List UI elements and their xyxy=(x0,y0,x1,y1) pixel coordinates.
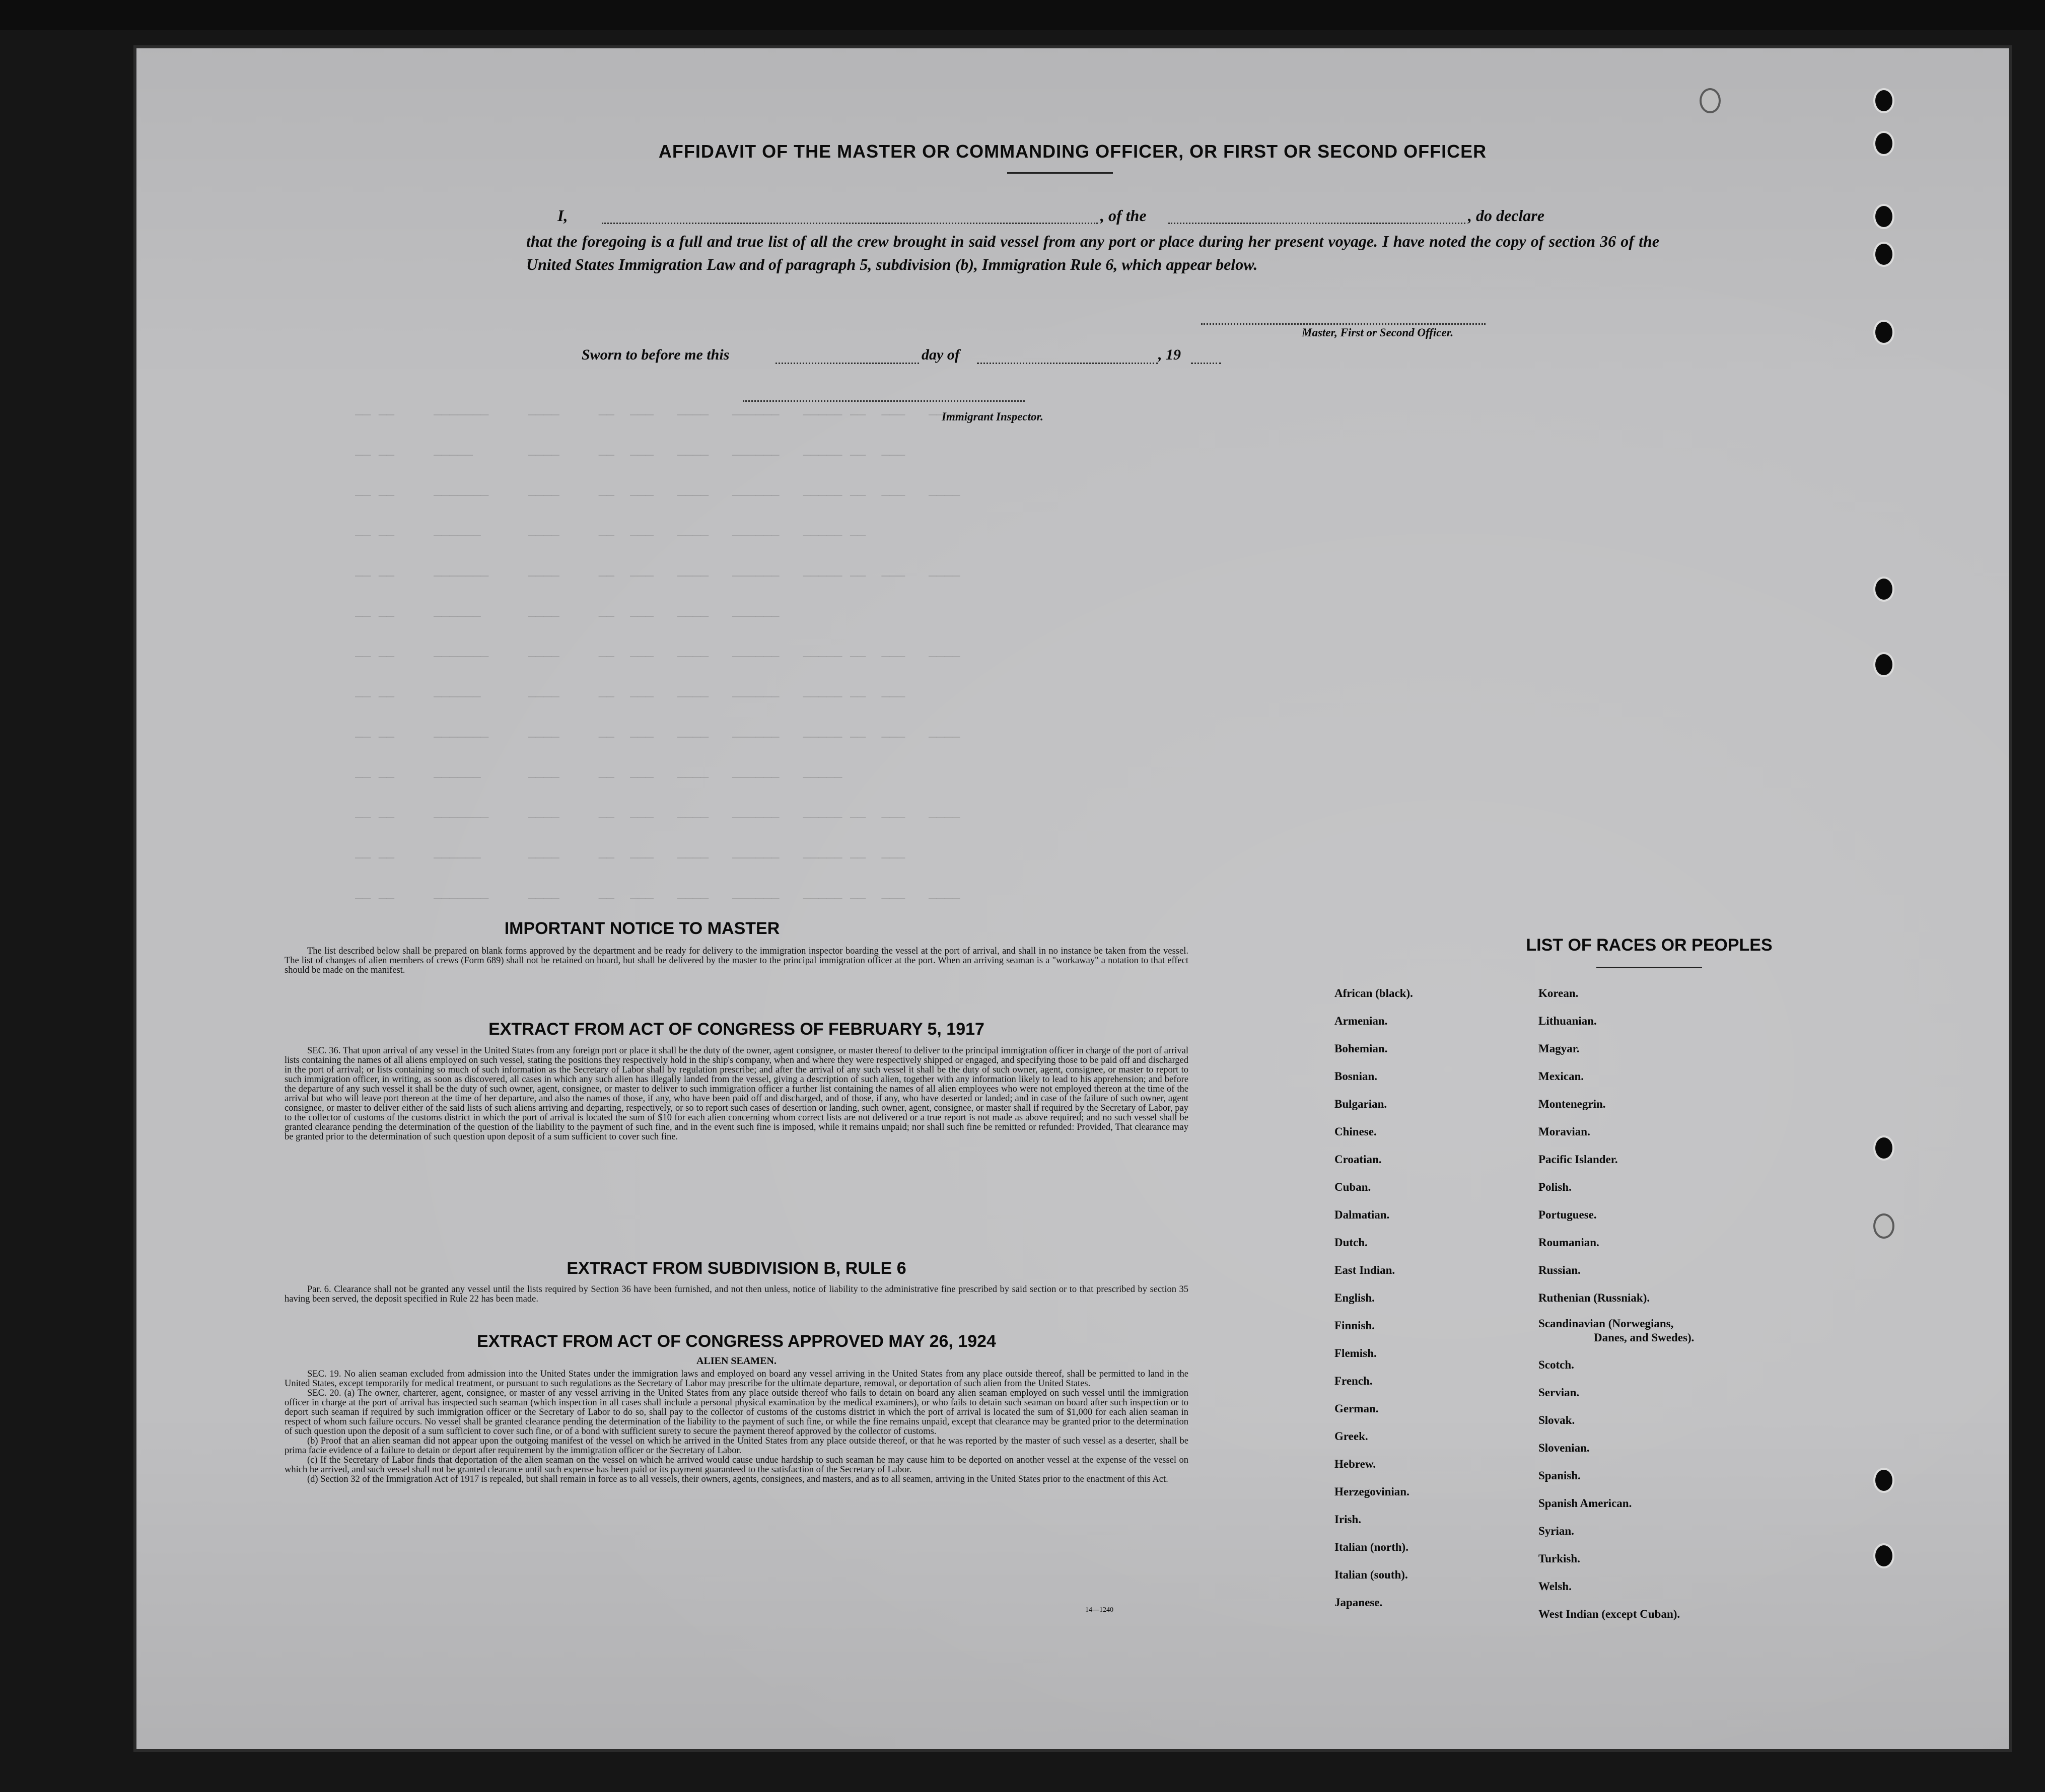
binder-hole-icon xyxy=(1873,88,1894,113)
notice-title: IMPORTANT NOTICE TO MASTER xyxy=(504,919,780,938)
bleed-through-rows: ── ── ────── ──── ── ─── ──── ────── xyxy=(355,609,780,624)
race-item: Mexican. xyxy=(1538,1070,1584,1083)
affidavit-title: AFFIDAVIT OF THE MASTER OR COMMANDING OFFICER, OR FIRST OR SECOND OFFICER xyxy=(658,141,1487,162)
binder-hole-icon xyxy=(1873,204,1894,229)
race-item: East Indian. xyxy=(1334,1264,1395,1276)
race-item: Russian. xyxy=(1538,1264,1581,1276)
race-item: Turkish. xyxy=(1538,1552,1580,1565)
sworn-day-blank[interactable] xyxy=(775,363,919,364)
extract-rule6-text xyxy=(285,1285,1188,1304)
race-item: Armenian. xyxy=(1334,1015,1388,1027)
races-column-2 xyxy=(1538,979,1694,1628)
race-item: Bulgarian. xyxy=(1334,1098,1387,1110)
binder-hole-icon xyxy=(1873,577,1894,602)
sec20b-paragraph: (b) Proof that an alien seaman did not appear upon the outgoing manifest of the vessel on which he arrived in the United States from any place outside thereof, or that he was reported by the master of such vessel as a deserter, shall be prima facie evidence of a failure to detain or deport after requirement by the immigration officer or the Secretary of Labor. xyxy=(285,1436,1188,1456)
races-title-underline xyxy=(1596,967,1702,968)
master-signature-line[interactable] xyxy=(1201,323,1486,325)
race-item: Slovenian. xyxy=(1538,1442,1590,1454)
sworn-month-blank[interactable] xyxy=(977,363,1158,364)
scan-top-edge xyxy=(0,0,2045,30)
race-item: German. xyxy=(1334,1402,1379,1415)
sec20a-paragraph: SEC. 20. (a) The owner, charterer, agent, consignee, or master of any vessel arriving in the United States from any place outside thereof who fails to detain on board any alien seaman employed on such vessel until the immigration officer in charge at the port of arrival has inspected such seaman (which inspection in all cases shall include a personal physical examination by the medical examiners), or who fails to detain such seaman on board after such inspection or to deport such seaman if required by such immigration officer or the Secretary of Labor to do so, shall pay to the collector of customs of the customs district in which the port of arrival is located the sum of $1,000 for each alien seaman in respect of whom such failure occurs. No vessel shall be granted clearance pending the determination of the liability to the payment of such fine, or while the fine remains unpaid, except that clearance may be granted prior to the determination of such question upon the deposit of a sum sufficient to cover such fine, or of a bond with sufficient surety to secure the payment thereof approved by the collector of customs. xyxy=(285,1388,1188,1437)
title-underline xyxy=(1007,172,1113,174)
binder-hole-icon xyxy=(1873,131,1894,156)
race-item: Greek. xyxy=(1334,1430,1368,1443)
notice-paragraph: The list described below shall be prepared on blank forms approved by the department and be ready for delivery to the immigration inspector boarding the vessel at the port of arrival, and shall in no instance be taken from the vessel. The list of changes of alien members of crews (Form 689) shall not be retained on board, but shall be delivered by the master to the principal immigration officer at the port. When an arriving seaman is a "workaway" a notation to that effect should be made on the manifest. xyxy=(285,946,1188,975)
race-item: Scotch. xyxy=(1538,1358,1574,1371)
bleed-through-rows: ── ── ─────── ──── ── ─── ──── ────── ───── ── ─── ──── xyxy=(355,650,960,665)
affidavit-i: I, xyxy=(557,206,568,225)
bleed-through-rows: ── ── ───── ──── ── ─── ──── ────── ───── ── ─── xyxy=(355,448,905,463)
bleed-through-rows: ── ── ────── ──── ── ─── ──── ────── ───── ── ─── xyxy=(355,690,905,705)
affidavit-do-declare: , do declare xyxy=(1468,206,1544,225)
binder-hole-icon xyxy=(1700,88,1721,113)
race-item: Servian. xyxy=(1538,1386,1580,1399)
race-item: Moravian. xyxy=(1538,1125,1590,1138)
affidavit-body: that the foregoing is a full and true list of all the crew brought in said vessel from any port or place during her present voyage. I have noted the copy of section 36 of the United States Immigration Law and of paragraph 5, subdivision (b), Immigration Rule 6, which appear below. xyxy=(526,232,1659,273)
race-item: Scandinavian (Norwegians, xyxy=(1538,1317,1674,1330)
sworn-day-of: day of xyxy=(922,346,960,363)
race-item: Cuban. xyxy=(1334,1181,1371,1193)
bleed-through-rows: ── ── ─────── ──── ── ─── ──── ────── ───── ── ─── ──── xyxy=(355,891,960,906)
race-item: Portuguese. xyxy=(1538,1208,1597,1221)
name-blank[interactable] xyxy=(602,223,1098,224)
race-item: Polish. xyxy=(1538,1181,1572,1193)
binder-hole-icon xyxy=(1873,1135,1894,1161)
race-item: Dalmatian. xyxy=(1334,1208,1390,1221)
race-item: Welsh. xyxy=(1538,1580,1572,1593)
race-item: Spanish. xyxy=(1538,1469,1581,1482)
bleed-through-rows: ── ── ─────── ──── ── ─── ──── ────── ───── ── ─── ──── xyxy=(355,408,960,423)
race-item: Ruthenian (Russniak). xyxy=(1538,1292,1650,1304)
binder-hole-icon xyxy=(1873,1213,1894,1239)
notice-text xyxy=(285,947,1188,975)
extract-1924-text xyxy=(285,1370,1188,1484)
extract-1924-subtitle: ALIEN SEAMEN. xyxy=(696,1355,777,1367)
inspector-signature-label: Immigrant Inspector. xyxy=(942,410,1043,423)
race-item: Irish. xyxy=(1334,1513,1362,1526)
form-number: 14—1240 xyxy=(1085,1606,1113,1614)
race-item: Chinese. xyxy=(1334,1125,1377,1138)
race-item: Herzegovinian. xyxy=(1334,1485,1409,1498)
sworn-year-blank[interactable] xyxy=(1191,363,1221,364)
race-item: Hebrew. xyxy=(1334,1458,1376,1470)
vessel-blank[interactable] xyxy=(1168,223,1465,224)
race-item: Pacific Islander. xyxy=(1538,1153,1618,1166)
race-item: West Indian (except Cuban). xyxy=(1538,1608,1680,1620)
extract-1917-title: EXTRACT FROM ACT OF CONGRESS OF FEBRUARY 5, 1917 xyxy=(488,1020,984,1039)
binder-hole-icon xyxy=(1873,1543,1894,1568)
extract-1917-text xyxy=(285,1046,1188,1142)
races-title: LIST OF RACES OR PEOPLES xyxy=(1526,936,1773,955)
race-item: Danes, and Swedes). xyxy=(1594,1331,1695,1344)
bleed-through-rows: ── ── ────── ──── ── ─── ──── ────── ───── xyxy=(355,770,842,785)
sec20d-paragraph: (d) Section 32 of the Immigration Act of 1917 is repealed, but shall remain in force as to all vessels, their owners, agents, consignees, and masters, and as to all seamen, arriving in the United States prior to the enactment of this Act. xyxy=(307,1474,1168,1484)
race-item: Flemish. xyxy=(1334,1347,1377,1359)
sworn-year: , 19 xyxy=(1158,346,1181,363)
race-item: Syrian. xyxy=(1538,1525,1574,1537)
bleed-through-rows: ── ── ────── ──── ── ─── ──── ────── ───── ── ─── xyxy=(355,851,905,866)
race-item: Roumanian. xyxy=(1538,1236,1599,1249)
affidavit-of-the: , of the xyxy=(1100,206,1147,225)
race-item: Japanese. xyxy=(1334,1596,1383,1609)
race-item: Italian (south). xyxy=(1334,1568,1408,1581)
race-item: Bohemian. xyxy=(1334,1042,1388,1055)
extract-1924-title: EXTRACT FROM ACT OF CONGRESS APPROVED MAY 26, 1924 xyxy=(477,1332,996,1351)
bleed-through-rows: ── ── ─────── ──── ── ─── ──── ────── ───── ── ─── ──── xyxy=(355,730,960,745)
race-item: Magyar. xyxy=(1538,1042,1580,1055)
race-item: Korean. xyxy=(1538,987,1579,999)
binder-hole-icon xyxy=(1873,242,1894,267)
race-item: Slovak. xyxy=(1538,1414,1575,1426)
race-item: English. xyxy=(1334,1292,1375,1304)
race-item: Bosnian. xyxy=(1334,1070,1378,1083)
race-item: Finnish. xyxy=(1334,1319,1375,1332)
race-item: French. xyxy=(1334,1375,1373,1387)
race-item: Italian (north). xyxy=(1334,1541,1408,1553)
race-item: Spanish American. xyxy=(1538,1497,1632,1510)
binder-hole-icon xyxy=(1873,652,1894,677)
master-signature-label: Master, First or Second Officer. xyxy=(1302,326,1454,339)
race-item: African (black). xyxy=(1334,987,1413,999)
sec19-paragraph: SEC. 19. No alien seaman excluded from admission into the United States under the immigration laws and employed on board any vessel arriving in the United States from any place outside thereof, shall be permitted to land in the United States, except temporarily for medical treatment, or pursuant to such regulations as the Secretary of Labor may prescribe for the ultimate departure, removal, or deportation of such alien from the United States. xyxy=(285,1369,1188,1389)
sec20c-paragraph: (c) If the Secretary of Labor finds that deportation of the alien seaman on the vessel on which he arrived would cause undue hardship to such seaman he may cause him to be deported on another vessel at the expense of the vessel on which he arrived, and such vessel shall not be granted clearance until such expense has been paid or its payment guaranteed to the satisfaction of the Secretary of Labor. xyxy=(285,1455,1188,1475)
sworn-prefix: Sworn to before me this xyxy=(582,346,730,363)
race-item: Montenegrin. xyxy=(1538,1098,1606,1110)
binder-hole-icon xyxy=(1873,320,1894,345)
extract-rule6-paragraph: Par. 6. Clearance shall not be granted any vessel until the lists required by Section 36 have been furnished, and not then unless, notice of liability to the administrative fine prescribed by said section or to that prescribed by section 35 having been served, the deposit specified in Rule 22 has been made. xyxy=(285,1284,1188,1304)
bleed-through-rows: ── ── ────── ──── ── ─── ──── ────── ───── ── xyxy=(355,529,866,544)
binder-hole-icon xyxy=(1873,1468,1894,1493)
extract-rule6-title: EXTRACT FROM SUBDIVISION B, RULE 6 xyxy=(567,1259,906,1278)
bleed-through-rows: ── ── ─────── ──── ── ─── ──── ────── ───── ── ─── ──── xyxy=(355,569,960,584)
document-page xyxy=(133,45,2012,1752)
races-column-1 xyxy=(1334,979,1413,1616)
bleed-through-rows: ── ── ─────── ──── ── ─── ──── ────── ───── ── ─── ──── xyxy=(355,811,960,826)
bleed-through-rows: ── ── ─────── ──── ── ─── ──── ────── ───── ── ─── ──── xyxy=(355,488,960,504)
race-item: Dutch. xyxy=(1334,1236,1368,1249)
inspector-signature-line[interactable] xyxy=(743,400,1025,402)
race-item: Lithuanian. xyxy=(1538,1015,1597,1027)
race-item: Croatian. xyxy=(1334,1153,1382,1166)
extract-1917-paragraph: SEC. 36. That upon arrival of any vessel in the United States from any foreign port or place it shall be the duty of the owner, agent consignee, or master thereof to deliver to the principal immigration officer in charge of the port of arrival lists containing the names of all aliens employed on such vessel, stating the positions they respectively hold in the ship's company, when and where they were respectively shipped or engaged, and specifying those to be paid off and discharged in the port of arrival; or lists containing so much of such information as the Secretary of Labor shall by regulation prescribe; and after the arrival of any such vessel it shall be the duty of such owner, agent, consignee, or master to report to such immigration officer, in writing, as soon as discovered, all cases in which any such alien has illegally landed from the vessel, giving a description of such alien, together with any information likely to lead to his apprehension; and before the departure of any such vessel it shall be the duty of such owner, agent, consignee, or master to deliver to such immigration officer a further list containing the names of all alien employees who were not employed thereon at the time of the arrival but who will leave port thereon at the time of her departure, and also the names of those, if any, who have been paid off and discharged, and of those, if any, who have deserted or landed; and in case of the failure of such owner, agent consignee, or master to deliver either of the said lists of such aliens arriving and departing, respectively, or so to report such cases of desertion or landing, such owner, agent, consignee, or master shall if required by the Secretary of Labor, pay to the collector of customs of the customs district in which the port of arrival is located the sum of $10 for each alien concerning whom correct lists are not delivered or a true report is not made as above required; and no such vessel shall be granted clearance pending the determination of the question of the liability to the payment of such fine, and in the event such fine is imposed, while it remains unpaid; nor shall such fine be remitted or refunded: Provided, That clearance may be granted prior to the determination of such question upon deposit of a sum sufficient to cover such fine. xyxy=(285,1046,1188,1142)
